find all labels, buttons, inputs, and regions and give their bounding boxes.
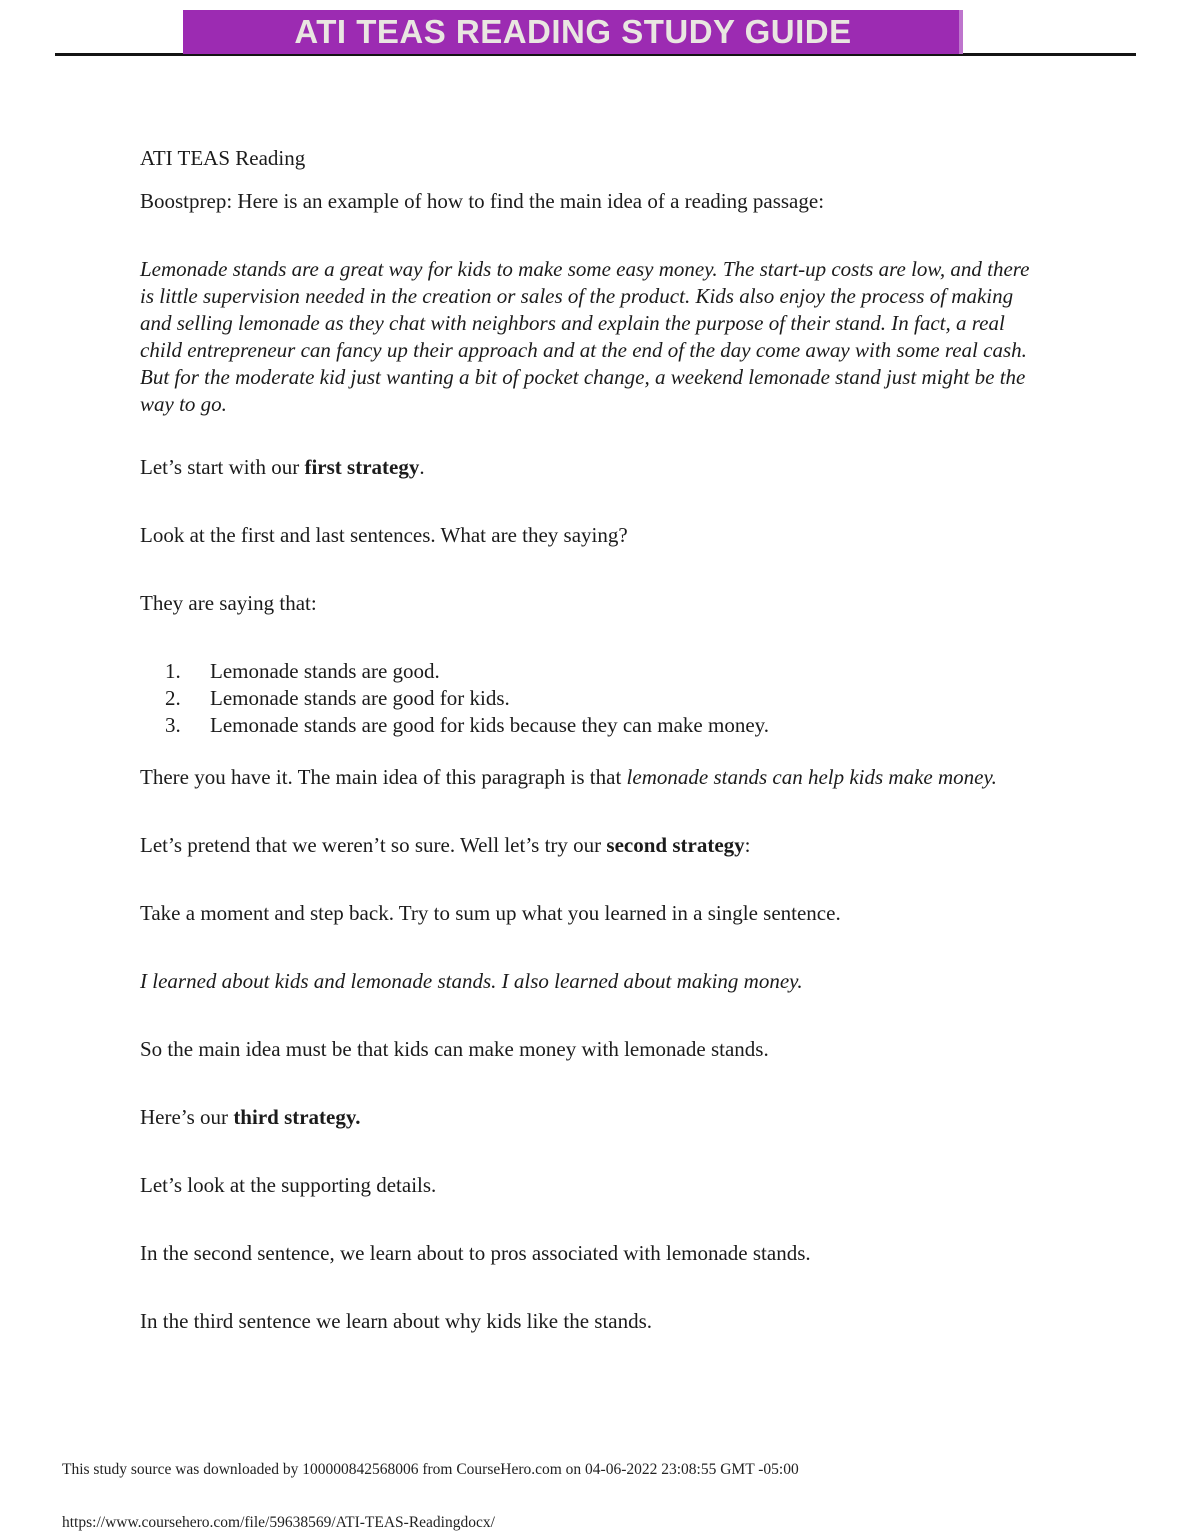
ordered-list — [140, 658, 1040, 739]
header-title: ATI TEAS READING STUDY GUIDE — [294, 13, 852, 50]
list-item-number: 1. — [165, 659, 181, 683]
footer-download-note: This study source was downloaded by 100000842568006 from CourseHero.com on 04-06-2022 23:08:55 GMT -05:00 — [62, 1461, 799, 1478]
text-segment-normal: Let’s pretend that we weren’t so sure. Well let’s try our — [140, 833, 607, 857]
text-segment-normal: Take a moment and step back. Try to sum up what you learned in a single sentence. — [140, 901, 841, 925]
paragraph — [140, 1036, 1040, 1063]
list-item — [140, 658, 1040, 685]
text-segment-italic: I learned about kids and lemonade stands. I also learned about making money. — [140, 969, 803, 993]
paragraph — [140, 1308, 1040, 1335]
text-segment-normal: They are saying that: — [140, 591, 317, 615]
text-segment-normal: In the second sentence, we learn about to pros associated with lemonade stands. — [140, 1241, 811, 1265]
list-item-text: Lemonade stands are good. — [210, 659, 440, 683]
list-item — [140, 685, 1040, 712]
header-banner — [183, 10, 963, 54]
list-item-number: 3. — [165, 713, 181, 737]
text-segment-normal: So the main idea must be that kids can make money with lemonade stands. — [140, 1037, 769, 1061]
footer-source-url: https://www.coursehero.com/file/59638569/ATI-TEAS-Readingdocx/ — [62, 1514, 495, 1531]
text-segment-italic: lemonade stands can help kids make money. — [626, 765, 997, 789]
text-segment-normal: Look at the first and last sentences. What are they saying? — [140, 523, 628, 547]
text-segment-normal: : — [744, 833, 751, 857]
paragraph — [140, 1240, 1040, 1267]
list-item-text: Lemonade stands are good for kids because they can make money. — [210, 713, 770, 737]
text-segment-bold: second strategy — [606, 833, 745, 857]
text-segment-normal: There you have it. The main idea of this paragraph is that — [140, 765, 627, 789]
paragraph — [140, 832, 1040, 859]
text-segment-normal: Here’s our — [140, 1105, 234, 1129]
text-segment-normal: Boostprep: Here is an example of how to find the main idea of a reading passage: — [140, 189, 825, 213]
document-body — [140, 145, 1040, 1376]
text-segment-normal: In the third sentence we learn about why kids like the stands. — [140, 1309, 653, 1333]
text-segment-normal: . — [419, 455, 425, 479]
list-item-number: 2. — [165, 686, 181, 710]
paragraph — [140, 454, 1040, 481]
text-segment-bold: first strategy — [304, 455, 420, 479]
document-heading — [140, 145, 1040, 172]
paragraph — [140, 590, 1040, 617]
text-segment-normal: ATI TEAS Reading — [140, 146, 306, 170]
paragraph — [140, 1104, 1040, 1131]
paragraph — [140, 764, 1040, 791]
paragraph — [140, 522, 1040, 549]
list-item-text: Lemonade stands are good for kids. — [210, 686, 510, 710]
text-segment-italic: Lemonade stands are a great way for kids to make some easy money. The start-up costs are low, and there is little supervision needed in the creation or sales of the product. Kids also enjoy the process of making and selling lemonade as they chat with neighbors and explain the purpose of their stand. In fact, a real child entrepreneur can fancy up their approach and at the end of the day come away with some real cash. But for the moderate kid just wanting a bit of pocket change, a weekend lemonade stand just might be the way to go. — [140, 257, 1030, 416]
paragraph — [140, 256, 1040, 418]
text-segment-normal: Let’s look at the supporting details. — [140, 1173, 437, 1197]
text-segment-bold: third strategy. — [233, 1105, 361, 1129]
paragraph — [140, 900, 1040, 927]
paragraph — [140, 1172, 1040, 1199]
text-segment-normal: Let’s start with our — [140, 455, 305, 479]
paragraph — [140, 968, 1040, 995]
paragraph — [140, 188, 1040, 215]
list-item — [140, 712, 1040, 739]
